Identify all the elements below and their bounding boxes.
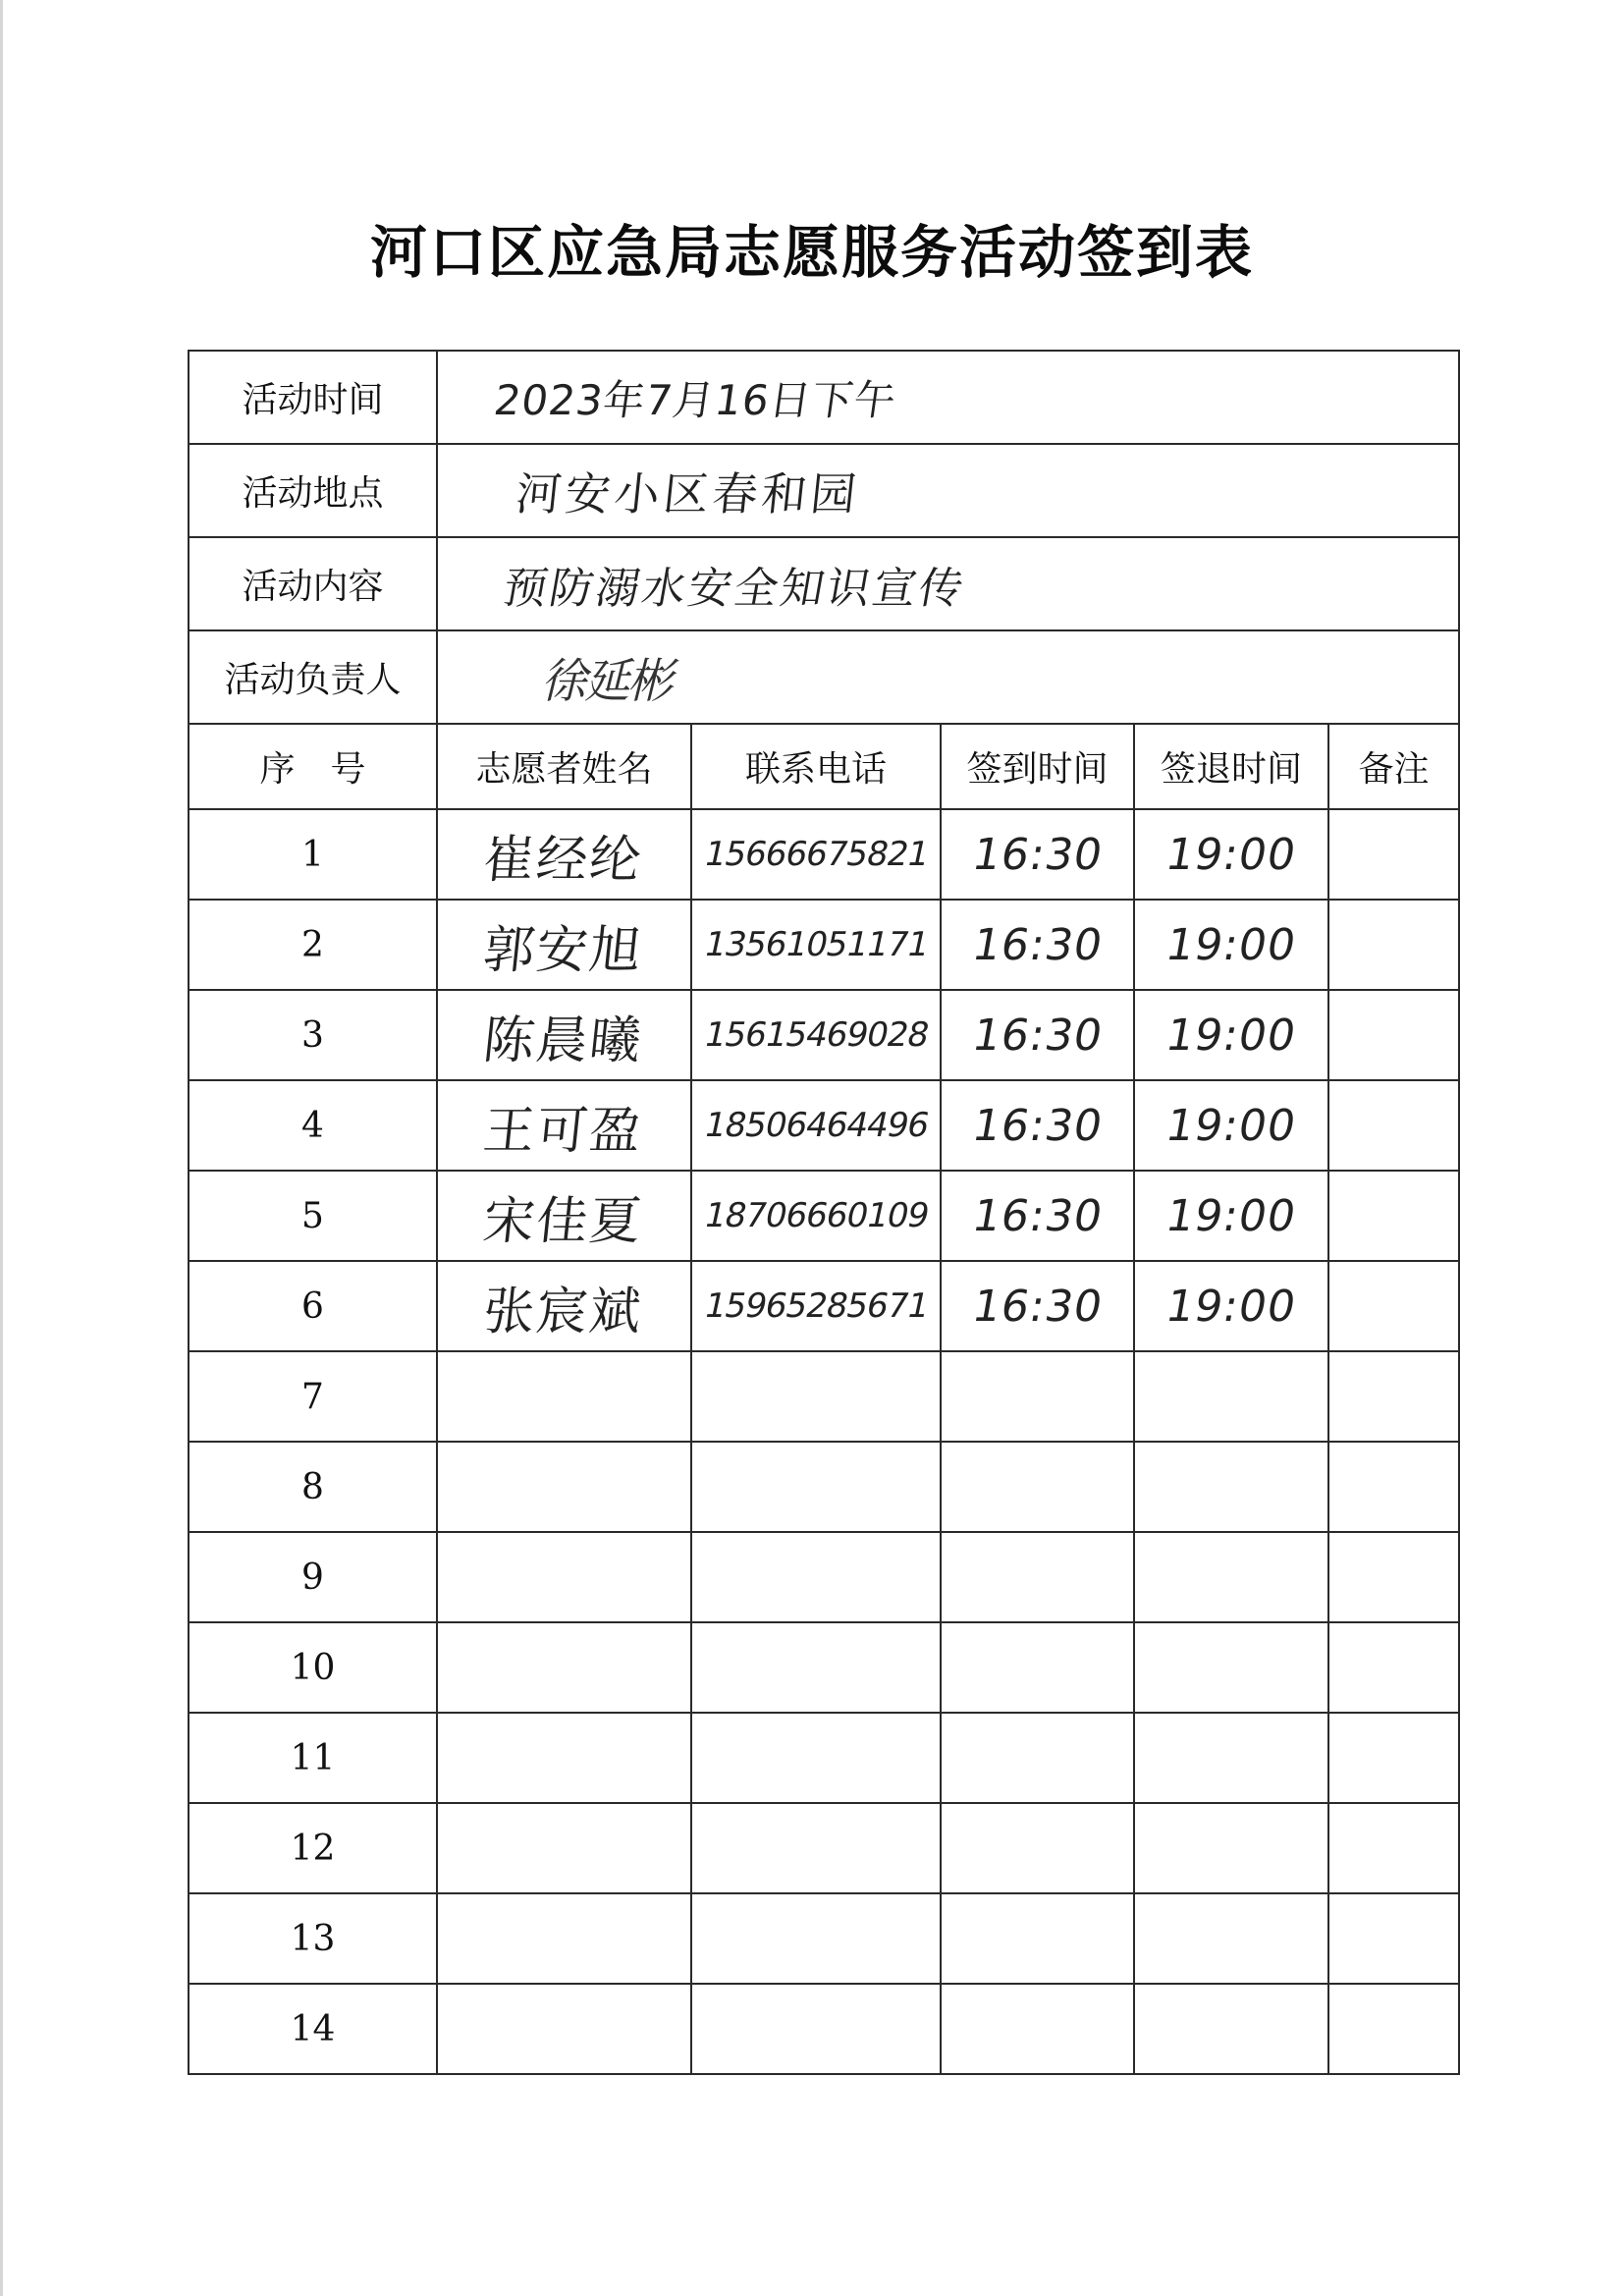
row-number: 8 [189,1442,437,1532]
volunteer-name-cell[interactable] [437,1893,691,1984]
remark-cell[interactable] [1328,1351,1459,1442]
row-number: 6 [189,1261,437,1351]
volunteer-name: 张宸斌 [480,1282,647,1341]
volunteer-name-cell[interactable] [437,1442,691,1532]
header-sign-in: 签到时间 [941,724,1134,809]
activity-leader-signature: 徐延彬 [538,652,682,708]
sign-in-cell[interactable] [941,900,1134,990]
phone-cell[interactable] [691,1171,941,1261]
table-row [189,990,1459,1080]
remark-cell[interactable] [1328,809,1459,900]
sign-in-cell[interactable] [941,1442,1134,1532]
table-row [189,1713,1459,1803]
sign-out-time: 19:00 [1162,1190,1301,1241]
volunteer-name-cell[interactable] [437,1351,691,1442]
sign-out-time: 19:00 [1162,1281,1301,1332]
volunteer-name-cell[interactable] [437,1713,691,1803]
row-number: 7 [189,1351,437,1442]
scan-page-edge [0,0,3,2296]
column-header-row [189,724,1459,809]
row-number: 5 [189,1171,437,1261]
phone-cell[interactable] [691,1622,941,1713]
phone-number: 18506464496 [700,1106,932,1145]
phone-number: 15965285671 [700,1286,932,1326]
sign-out-time: 19:00 [1162,829,1301,880]
phone-cell[interactable] [691,990,941,1080]
sign-out-cell[interactable] [1134,1622,1328,1713]
volunteer-name-cell[interactable] [437,1261,691,1351]
row-number: 14 [189,1984,437,2074]
row-number: 13 [189,1893,437,1984]
sign-in-time: 16:30 [968,919,1107,970]
remark-cell[interactable] [1328,1442,1459,1532]
remark-cell[interactable] [1328,1713,1459,1803]
volunteer-name-cell[interactable] [437,809,691,900]
phone-cell[interactable] [691,900,941,990]
volunteer-name-cell[interactable] [437,1171,691,1261]
volunteer-name-cell[interactable] [437,900,691,990]
sign-out-cell[interactable] [1134,1080,1328,1171]
sign-out-cell[interactable] [1134,1261,1328,1351]
phone-number: 13561051171 [700,925,932,964]
activity-content-label: 活动内容 [189,537,437,630]
remark-cell[interactable] [1328,990,1459,1080]
sign-in-time: 16:30 [968,1190,1107,1241]
row-number: 2 [189,900,437,990]
table-row [189,1442,1459,1532]
phone-number: 15615469028 [700,1015,932,1055]
volunteer-name: 宋佳夏 [480,1191,647,1251]
table-row [189,1803,1459,1893]
sign-out-cell[interactable] [1134,900,1328,990]
activity-time-value: 2023年7月16日下午 [491,375,900,424]
volunteer-name: 王可盈 [480,1101,647,1161]
sign-in-cell[interactable] [941,1622,1134,1713]
phone-cell[interactable] [691,1803,941,1893]
phone-cell[interactable] [691,1713,941,1803]
sign-out-time: 19:00 [1162,1010,1301,1061]
sign-out-cell[interactable] [1134,990,1328,1080]
volunteer-name-cell[interactable] [437,1984,691,2074]
info-row-time [189,351,1459,444]
table-row [189,1984,1459,2074]
phone-number: 18706660109 [700,1196,932,1235]
table-row [189,1622,1459,1713]
remark-cell[interactable] [1328,900,1459,990]
sign-in-cell[interactable] [941,1984,1134,2074]
table-row [189,1080,1459,1171]
activity-content-field[interactable] [437,537,1459,630]
activity-leader-field[interactable] [437,630,1459,724]
phone-cell[interactable] [691,1532,941,1622]
remark-cell[interactable] [1328,1532,1459,1622]
sign-in-cell[interactable] [941,1803,1134,1893]
row-number: 12 [189,1803,437,1893]
sign-out-time: 19:00 [1162,1100,1301,1151]
row-number: 11 [189,1713,437,1803]
volunteer-name: 陈晨曦 [480,1011,647,1070]
phone-cell[interactable] [691,1442,941,1532]
activity-time-field[interactable] [437,351,1459,444]
activity-place-label: 活动地点 [189,444,437,537]
activity-leader-label: 活动负责人 [189,630,437,724]
remark-cell[interactable] [1328,1171,1459,1261]
sign-in-cell[interactable] [941,1171,1134,1261]
activity-place-value: 河安小区春和园 [513,466,863,520]
info-row-place [189,444,1459,537]
sign-out-cell[interactable] [1134,1532,1328,1622]
volunteer-name-cell[interactable] [437,1080,691,1171]
volunteer-name-cell[interactable] [437,990,691,1080]
sign-in-cell[interactable] [941,1532,1134,1622]
sign-in-time: 16:30 [968,1100,1107,1151]
row-number: 10 [189,1622,437,1713]
sign-in-cell[interactable] [941,1261,1134,1351]
remark-cell[interactable] [1328,1622,1459,1713]
remark-cell[interactable] [1328,1261,1459,1351]
remark-cell[interactable] [1328,1984,1459,2074]
sign-in-cell[interactable] [941,1351,1134,1442]
sign-out-cell[interactable] [1134,809,1328,900]
sign-in-cell[interactable] [941,990,1134,1080]
sign-out-cell[interactable] [1134,1713,1328,1803]
sign-in-cell[interactable] [941,1080,1134,1171]
table-row [189,1893,1459,1984]
info-row-leader [189,630,1459,724]
activity-content-value: 预防溺水安全知识宣传 [499,563,970,614]
sign-out-cell[interactable] [1134,1351,1328,1442]
sign-in-sheet [188,350,1460,2075]
row-number: 3 [189,990,437,1080]
table-row [189,1532,1459,1622]
volunteer-name-cell[interactable] [437,1532,691,1622]
volunteer-name-cell[interactable] [437,1622,691,1713]
sign-in-time: 16:30 [968,1281,1107,1332]
remark-cell[interactable] [1328,1080,1459,1171]
header-phone: 联系电话 [691,724,941,809]
table-row [189,1171,1459,1261]
sign-in-time: 16:30 [968,829,1107,880]
volunteer-name-cell[interactable] [437,1803,691,1893]
sign-out-cell[interactable] [1134,1803,1328,1893]
header-name: 志愿者姓名 [437,724,691,809]
sign-in-cell[interactable] [941,809,1134,900]
phone-cell[interactable] [691,1261,941,1351]
row-number: 1 [189,809,437,900]
table-row [189,1261,1459,1351]
phone-cell[interactable] [691,1893,941,1984]
activity-place-field[interactable] [437,444,1459,537]
phone-cell[interactable] [691,809,941,900]
sign-in-cell[interactable] [941,1893,1134,1984]
phone-cell[interactable] [691,1351,941,1442]
sign-out-cell[interactable] [1134,1893,1328,1984]
phone-cell[interactable] [691,1080,941,1171]
remark-cell[interactable] [1328,1893,1459,1984]
page-title: 河口区应急局志愿服务活动签到表 [369,219,1254,286]
row-number: 4 [189,1080,437,1171]
header-remark: 备注 [1328,724,1459,809]
table-row [189,809,1459,900]
sign-out-cell[interactable] [1134,1442,1328,1532]
row-number: 9 [189,1532,437,1622]
activity-time-label: 活动时间 [189,351,437,444]
phone-cell[interactable] [691,1984,941,2074]
phone-number: 15666675821 [700,835,932,874]
volunteer-name: 崔经纶 [480,830,647,890]
sign-out-cell[interactable] [1134,1984,1328,2074]
sign-in-time: 16:30 [968,1010,1107,1061]
volunteer-name: 郭安旭 [480,920,647,980]
sign-out-time: 19:00 [1162,919,1301,970]
sign-out-cell[interactable] [1134,1171,1328,1261]
info-row-content [189,537,1459,630]
table-row [189,900,1459,990]
header-sign-out: 签退时间 [1134,724,1328,809]
sign-in-cell[interactable] [941,1713,1134,1803]
remark-cell[interactable] [1328,1803,1459,1893]
header-no: 序 号 [189,724,437,809]
table-row [189,1351,1459,1442]
